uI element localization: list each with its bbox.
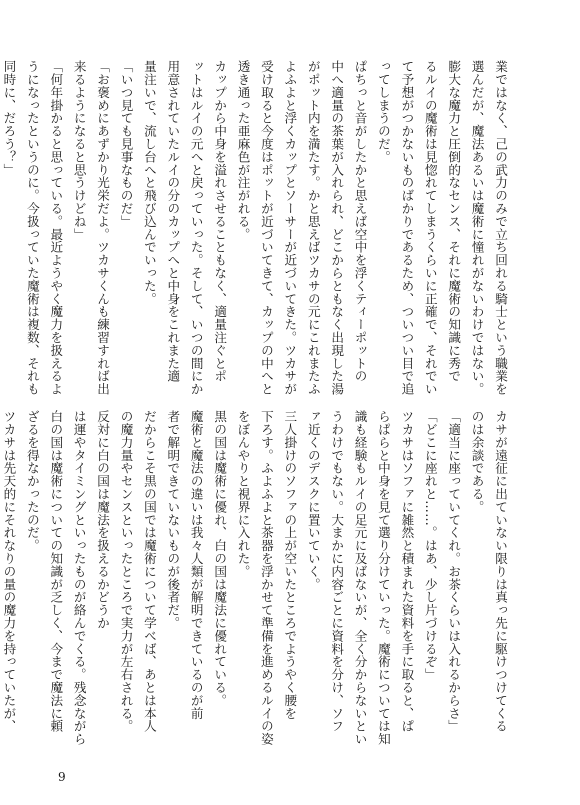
text-line: 魔術と魔法の違いは我々人類が解明できているのが前 [188, 410, 204, 720]
text-line: 来るようになると思うけどね」 [71, 60, 87, 241]
text-line: 黒の国は魔術に優れ、白の国は魔法に優れている。 [212, 410, 228, 707]
text-line: ァ近くのデスクに置いていく。 [305, 410, 321, 591]
text-line: ってしまうのだ。 [375, 60, 391, 164]
text-line: 量注いで、流し台へと飛び込んでいった。 [141, 60, 157, 306]
text-line: 「いつ見ても見事なものだ」 [118, 60, 134, 228]
text-line: 中へ適量の茶葉が入れられ、どこからともなく出現した湯 [329, 60, 345, 396]
text-line: ぱちっと音がしたかと思えば空中を浮くティーポットの [352, 60, 368, 383]
text-line: 透き通った亜麻色が注がれる。 [235, 60, 251, 241]
text-line: 「何年掛かると思っている。最近ようやく魔力を扱えるよ [48, 60, 64, 396]
text-line: だからこそ黒の国では魔術について学べば、あとは本人 [141, 410, 157, 733]
text-line: らぱらと中身を見て選り分けていった。魔術については知 [375, 410, 391, 746]
text-line: カサが遠征に出ていない限りは真っ先に駆けつけてくる [493, 410, 508, 733]
text-line: がポット内を満たす。かと思えばツカサの元にこれまたふ [305, 60, 321, 396]
text-line: 用意されていたルイの分のカップへと中身をこれまた適 [165, 60, 181, 383]
text-line: のは余談である。 [469, 410, 485, 514]
text-line: 者で解明できていないものが後者だ。 [165, 410, 181, 630]
text-line: 反対に白の国は魔法を扱えるかどうか [95, 410, 111, 630]
text-line: て予想がつかないものばかりであるため、ついつい目で追 [399, 60, 415, 396]
text-line: うわけでもない。大まかに内容ごとに資料を分け、ソフ [329, 410, 345, 733]
text-line: 「お褒めにあずかり光栄だよ。ツカサくんも練習すれば出 [95, 60, 111, 396]
text-line: うになったというのに。今扱っていた魔術は複数、それも [24, 60, 40, 396]
text-line: 識も経験もルイの足元に及ばないが、全く分からないとい [352, 410, 368, 746]
text-line: 白の国は魔術についての知識が乏しく、今まで魔法に頼 [48, 410, 64, 733]
text-line: 業ではなく、己の武力のみで立ち回れる騎士という職業を [493, 60, 508, 396]
text-line: 選んだが、魔法あるいは魔術に憧れがないわけではない。 [469, 60, 485, 396]
text-line: をぼんやりと視界に入れた。 [235, 410, 251, 578]
text-line: 下ろす。ふよふよと茶器を浮かせて準備を進めるルイの姿 [258, 410, 274, 746]
lower-text-block [1, 410, 512, 746]
text-line: よふよと浮くカップとソーサーが近づいてきた。ツカサが [282, 60, 298, 396]
text-line: ツカサは先天的にそれなりの量の魔力を持っていたが、 [1, 410, 17, 733]
text-line: カップから中身を溢れさせることもなく、適量注ぐとポ [212, 60, 228, 383]
text-line: 「どこに座れと……。はあ、少し片づけるぞ」 [422, 410, 438, 681]
text-line: ットはルイの元へと戻っていった。そして、いつの間にか [188, 60, 204, 396]
text-line: 膨大な魔力と圧倒的なセンス、それに魔術の知識に秀で [446, 60, 462, 383]
text-line: 三人掛けのソファの上が空いたところでようやく腰を [282, 410, 298, 720]
text-line: 同時に、だろう？」 [1, 60, 17, 177]
upper-text-block [1, 60, 512, 396]
text-line: 「適当に座っていてくれ。お茶くらいは入れるからさ」 [446, 410, 462, 733]
text-line: 受け取ると今度はポットが近づいてきて、カップの中へと [258, 60, 274, 396]
text-line: の魔力量やセンスといったところで実力が左右される。 [118, 410, 134, 733]
page-number: 9 [58, 770, 66, 784]
text-line: るルイの魔術は見惚れてしまうくらいに正確で、それでい [422, 60, 438, 396]
text-line: は運やタイミングといったものが絡んでくる。残念ながら [71, 410, 87, 746]
text-line: ざるを得なかったのだ。 [24, 410, 40, 552]
text-line: ツカサはソファに雑然と積まれた資料を手に取ると、ぱ [399, 410, 415, 733]
